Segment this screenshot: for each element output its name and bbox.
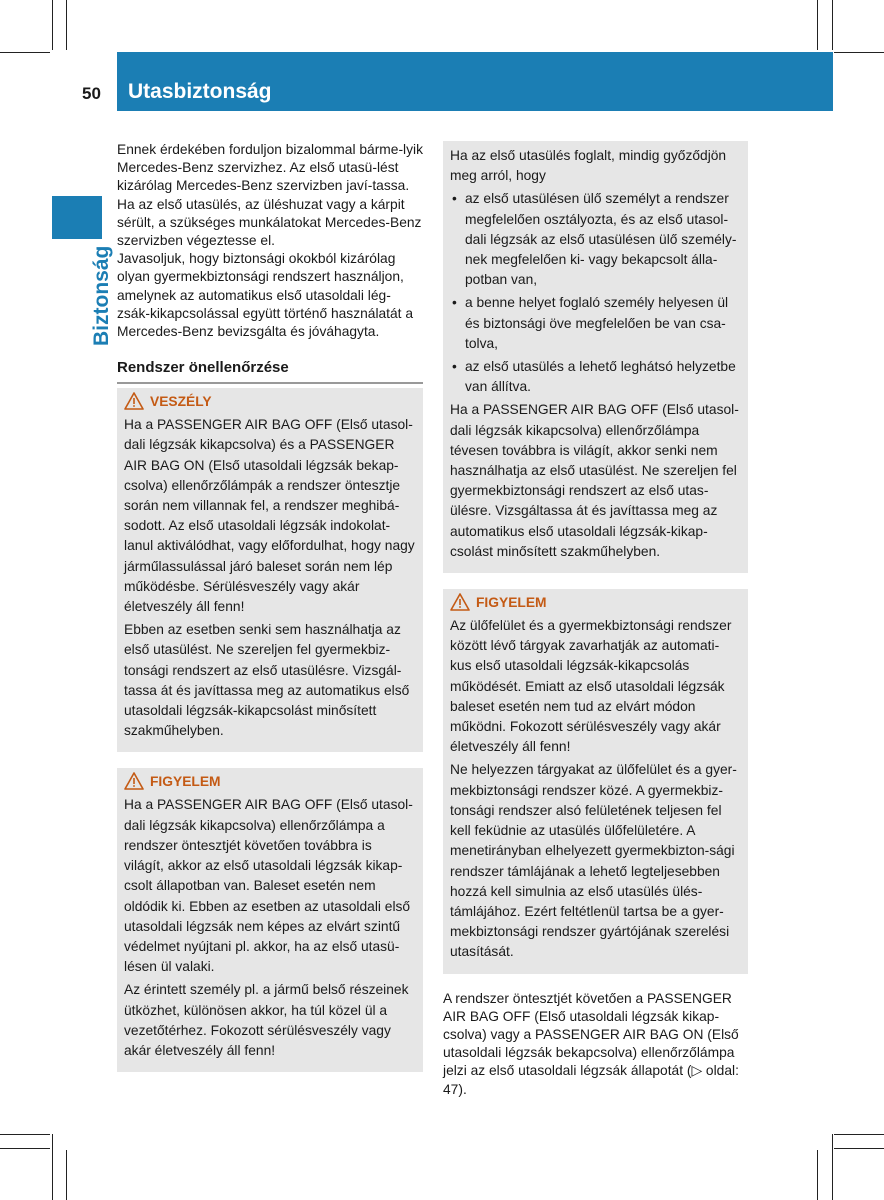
crop-mark: [832, 1134, 833, 1200]
box-paragraph: Ne helyezzen tárgyakat az ülőfelület és a gyer-mekbiztonsági rendszer közé. A gyermekbiz-tonsági rendszer alsó felületének teljesen fel kell feküdnie az utasülés ülőfelületére. A menetirányban elhelyezett gyermekbizton-sági rendszer támlájának a lehető legteljesebben hozzá kell simulnia az első utasülés ülés-támlájához. Ezért feltétlenül tartsa be a gyer-mekbiztonsági rendszer gyártójának szerelési utasítását.: [450, 762, 737, 960]
crop-mark: [0, 1148, 50, 1149]
crop-mark: [834, 1148, 884, 1149]
crop-mark: [52, 1134, 53, 1200]
caution-label: FIGYELEM: [476, 594, 547, 610]
box-paragraph: Az ülőfelület és a gyermekbiztonsági rendszer között lévő tárgyak zavarhatják az automati-kus első utasoldali légzsák-kikapcsolás működését. Emiatt az első utasoldali légzsák baleset esetén nem tud az elvárt módon működni. Fokozott sérülésveszély vagy akár életveszély áll fenn!: [450, 618, 732, 755]
side-tab-label: Biztonság: [90, 245, 113, 346]
crop-mark: [0, 52, 50, 53]
page-number: 50: [82, 84, 101, 103]
side-tab-marker: [52, 196, 102, 239]
danger-box-header: [124, 391, 415, 411]
box-paragraph: Ebben az esetben senki sem használhatja az első utasülést. Ne szereljen fel gyermekbiz-tonsági rendszert az első utasülésre. Vizsgál-tassa át és javíttassa meg az automatikus első utasoldali légzsák-kikapcsolást minősített szakműhelyben.: [124, 622, 410, 739]
danger-label: VESZÉLY: [150, 393, 212, 409]
paragraph: Javasoljuk, hogy biztonsági okokból kizárólag olyan gyermekbiztonsági rendszert használjon, amelynek az automatikus első utasoldali lég-zsák-kikapcsolással együtt történő használatát a Mercedes-Benz bevizsgálta és jóváhagyta.: [117, 251, 414, 340]
crop-mark: [834, 52, 884, 53]
box-paragraph: Az érintett személy pl. a jármű belső részeinek ütközhet, különösen akkor, ha túl közel ül a vezetőtérhez. Fokozott sérülésveszély vagy akár életveszély áll fenn!: [124, 982, 409, 1058]
crop-mark: [817, 1150, 818, 1200]
box-paragraph: Ha a PASSENGER AIR BAG OFF (Első utasol-dali légzsák kikapcsolva) ellenőrzőlámpa a rendszer öntesztjét követően továbbra is világít, akkor az első utasoldali légzsák kikap-csolt állapotban van. Baleset esetén nem oldódik ki. Ebben az esetben az utasoldali első utasoldali légzsák nem képes az elvárt szintű védelmet nyújtani pl. akkor, ha az első utasü-lésen ül valaki.: [124, 797, 413, 975]
box-paragraph: Ha a PASSENGER AIR BAG OFF (Első utasol-dali légzsák kikapcsolva) és a PASSENGER AIR BAG ON (Első utasoldali légzsák bekap-csolva) ellenőrzőlámpák a rendszer öntesztje során nem villannak fel, a rendszer meghibá-sodott. Az első utasoldali légzsák indokolat-lanul aktiválódhat, vagy előfordulhat, hogy nagy járműlassulással járó baleset során nem lép működésbe. Sérülésveszély vagy akár életveszély áll fenn!: [124, 417, 415, 615]
crop-mark: [0, 1134, 50, 1135]
crop-mark: [66, 1150, 67, 1200]
warning-triangle-icon: [124, 392, 144, 410]
page-title: Utasbiztonság: [128, 80, 272, 103]
caution-box-header: [450, 592, 740, 612]
box-paragraph: Ha az első utasülés foglalt, mindig győződjön meg arról, hogy: [450, 148, 727, 184]
danger-box: [117, 388, 423, 752]
crop-mark: [52, 0, 53, 50]
check-list: [450, 189, 740, 397]
box-paragraph: Ha a PASSENGER AIR BAG OFF (Első utasol-dali légzsák kikapcsolva) ellenőrzőlámpa tévesen továbbra is világít, akkor senki nem használhatja az első utasülést. Ne szereljen fel gyermekbiztonsági rendszert az első utas-ülésre. Vizsgáltassa át és javíttassa meg az automatikus első utasoldali légzsák-kikap-csolást minősített szakműhelyben.: [450, 402, 739, 559]
crop-mark: [66, 0, 67, 50]
crop-mark: [834, 1134, 884, 1135]
closing-paragraph: A rendszer öntesztjét követően a PASSENGER AIR BAG OFF (Első utasoldali légzsák kikap-csolva) vagy a PASSENGER AIR BAG ON (Első utasoldali légzsák bekapcsolva) ellenőrzőlámpa jelzi az első utasoldali légzsák állapotát (▷ oldal: 47).: [443, 990, 739, 1097]
paragraph: Ha az első utasülés, az üléshuzat vagy a kárpit sérült, a szükséges munkálatokat Mercedes-Benz szervizben végeztesse el.: [117, 196, 422, 249]
caution-box: [443, 589, 748, 973]
caution-box: [117, 768, 423, 1072]
caution-box-header: [124, 771, 415, 791]
paragraph: Ennek érdekében forduljon bizalommal bárme-lyik Mercedes-Benz szervizhez. Az első utasü-lést kizárólag Mercedes-Benz szervizben javí-tassa.: [117, 142, 423, 194]
caution-label: FIGYELEM: [150, 773, 221, 789]
crop-mark: [832, 0, 833, 50]
warning-triangle-icon: [124, 772, 144, 790]
list-item: • az első utasülés a lehető leghátsó helyzetbe van állítva.: [450, 357, 740, 397]
right-column: [443, 141, 748, 1099]
section-heading: Rendszer önellenőrzése: [117, 359, 289, 377]
left-column: [117, 141, 423, 1072]
occupied-seat-box: [443, 141, 748, 573]
list-item: • az első utasülésen ülő személyt a rendszer megfelelően osztályozta, és az első utasol-dali légzsák az első utasülésen ülő személy-nek megfelelően ki- vagy bekapcsolt álla-potban van,: [450, 189, 740, 290]
crop-mark: [817, 0, 818, 50]
section-divider: [117, 382, 423, 384]
warning-triangle-icon: [450, 593, 470, 611]
list-item: • a benne helyet foglaló személy helyesen ül és biztonsági öve megfelelően be van csa-tolva,: [450, 293, 740, 354]
